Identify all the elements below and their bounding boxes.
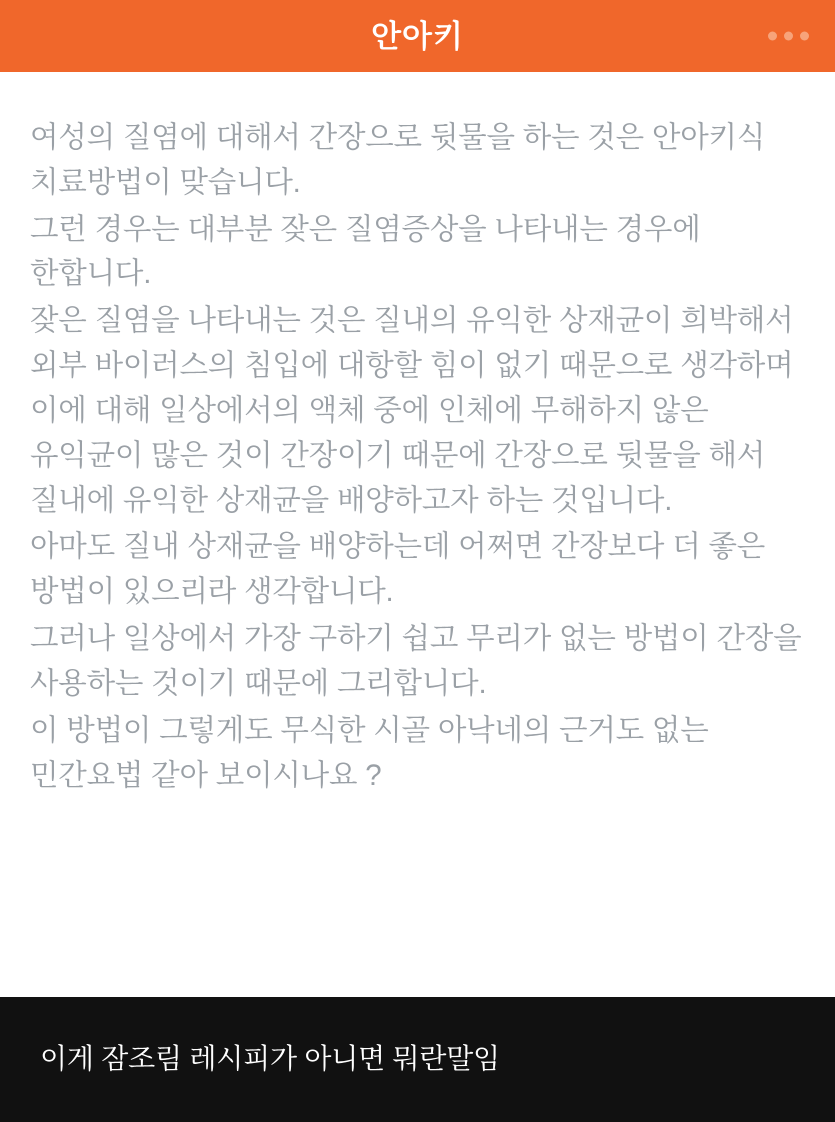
- app-header: [0, 0, 835, 72]
- menu-dot: [800, 32, 809, 41]
- page-title: 안아키: [371, 18, 464, 54]
- more-horizontal-icon[interactable]: [768, 32, 809, 41]
- article-paragraph: 그러나 일상에서 가장 구하기 쉽고 무리가 없는 방법이 간장을 사용하는 것이기 때문에 그리합니다.: [30, 622, 810, 700]
- article-paragraph: 이 방법이 그렇게도 무식한 시골 아낙네의 근거도 없는 민간요법 같아 보이시나요 ?: [30, 713, 717, 792]
- caption-bar: [0, 997, 835, 1122]
- article-paragraph: 그런 경우는 대부분 잦은 질염증상을 나타내는 경우에 한합니다.: [30, 212, 709, 291]
- article-paragraph: 아마도 질내 상재균을 배양하는데 어쩌면 간장보다 더 좋은 방법이 있으리라 생각합니다.: [30, 530, 774, 609]
- article-paragraph: 여성의 질염에 대해서 간장으로 뒷물을 하는 것은 안아키식 치료방법이 맞습니다.: [30, 121, 774, 199]
- article-body: [0, 72, 835, 997]
- caption-text: 이게 잠조림 레시피가 아니면 뭐란말임: [40, 1043, 500, 1075]
- menu-dot: [784, 32, 793, 41]
- article-paragraph: 잦은 질염을 나타내는 것은 질내의 유익한 상재균이 희박해서 외부 바이러스의 침입에 대항할 힘이 없기 때문으로 생각하며 이에 대해 일상에서의 액체 중에 인체에 무해하지 않은 유익균이 많은 것이 간장이기 때문에 간장으로 뒷물을 해서 질내에 유익한 상재균을 배양하고자 하는 것입니다.: [30, 304, 802, 517]
- menu-dot: [768, 32, 777, 41]
